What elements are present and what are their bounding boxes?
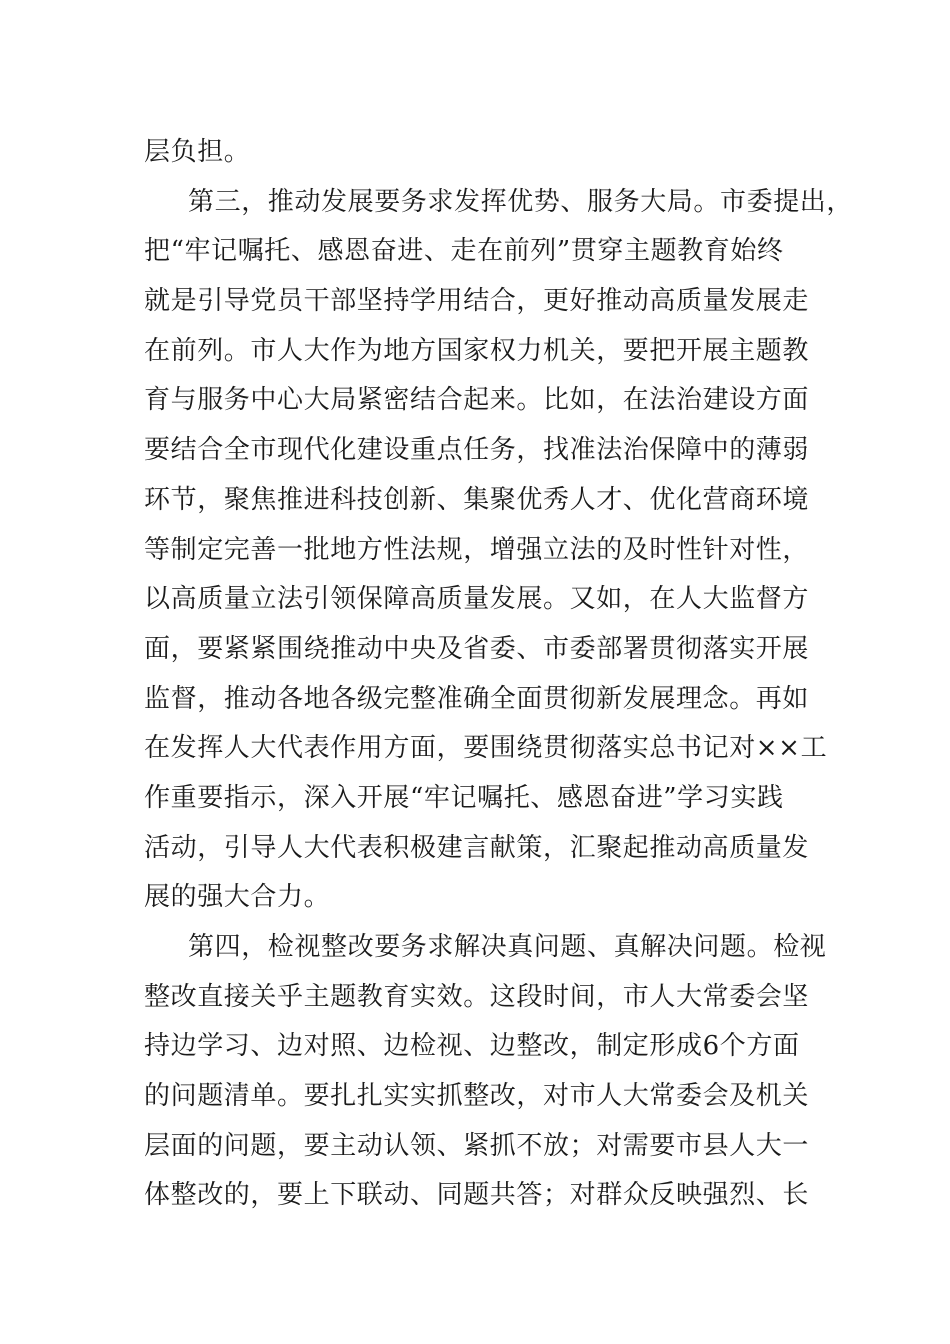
- text-line: 的问题清单。要扎扎实实抓整改，对市人大常委会及机关: [144, 1081, 810, 1112]
- paragraph-4-heading-line: 第四，检视整改要务求解决真问题、真解决问题。检视: [188, 932, 827, 962]
- text-line: 展的强大合力。: [144, 882, 331, 913]
- text-line: 以高质量立法引领保障高质量发展。又如，在人大监督方: [144, 584, 810, 615]
- text-line: 在前列。市人大作为地方国家权力机关，要把开展主题教: [144, 335, 810, 366]
- text-line: 等制定完善一批地方性法规，增强立法的及时性针对性，: [144, 534, 810, 565]
- text-line: 把“牢记嘱托、感恩奋进、走在前列”贯穿主题教育始终: [144, 236, 784, 267]
- text-line: 持边学习、边对照、边检视、边整改，制定形成6个方面: [144, 1031, 800, 1062]
- paragraph-3-heading-line: 第三，推动发展要务求发挥优势、服务大局。市委提出，: [188, 186, 854, 217]
- text-line: 体整改的，要上下联动、同题共答；对群众反映强烈、长: [144, 1180, 810, 1211]
- text-line: 层面的问题，要主动认领、紧抓不放；对需要市县人大一: [144, 1130, 810, 1161]
- text-line: 作重要指示，深入开展“牢记嘱托、感恩奋进”学习实践: [144, 782, 784, 813]
- text-line: 整改直接关乎主题教育实效。这段时间，市人大常委会坚: [144, 981, 810, 1012]
- text-line: 环节，聚焦推进科技创新、集聚优秀人才、优化营商环境: [144, 484, 810, 515]
- text-line: 育与服务中心大局紧密结合起来。比如，在法治建设方面: [144, 385, 810, 416]
- text-line: 要结合全市现代化建设重点任务，找准法治保障中的薄弱: [144, 435, 810, 466]
- text-line: 在发挥人大代表作用方面，要围绕贯彻落实总书记对××工: [144, 733, 828, 764]
- text-line: 就是引导党员干部坚持学用结合，更好推动高质量发展走: [144, 286, 810, 317]
- text-line: 层负担。: [144, 137, 251, 167]
- text-line: 活动，引导人大代表积极建言献策，汇聚起推动高质量发: [144, 832, 810, 863]
- document-body: [144, 128, 854, 1221]
- text-line: 面，要紧紧围绕推动中央及省委、市委部署贯彻落实开展: [144, 633, 810, 664]
- text-line: 监督，推动各地各级完整准确全面贯彻新发展理念。再如: [144, 683, 810, 714]
